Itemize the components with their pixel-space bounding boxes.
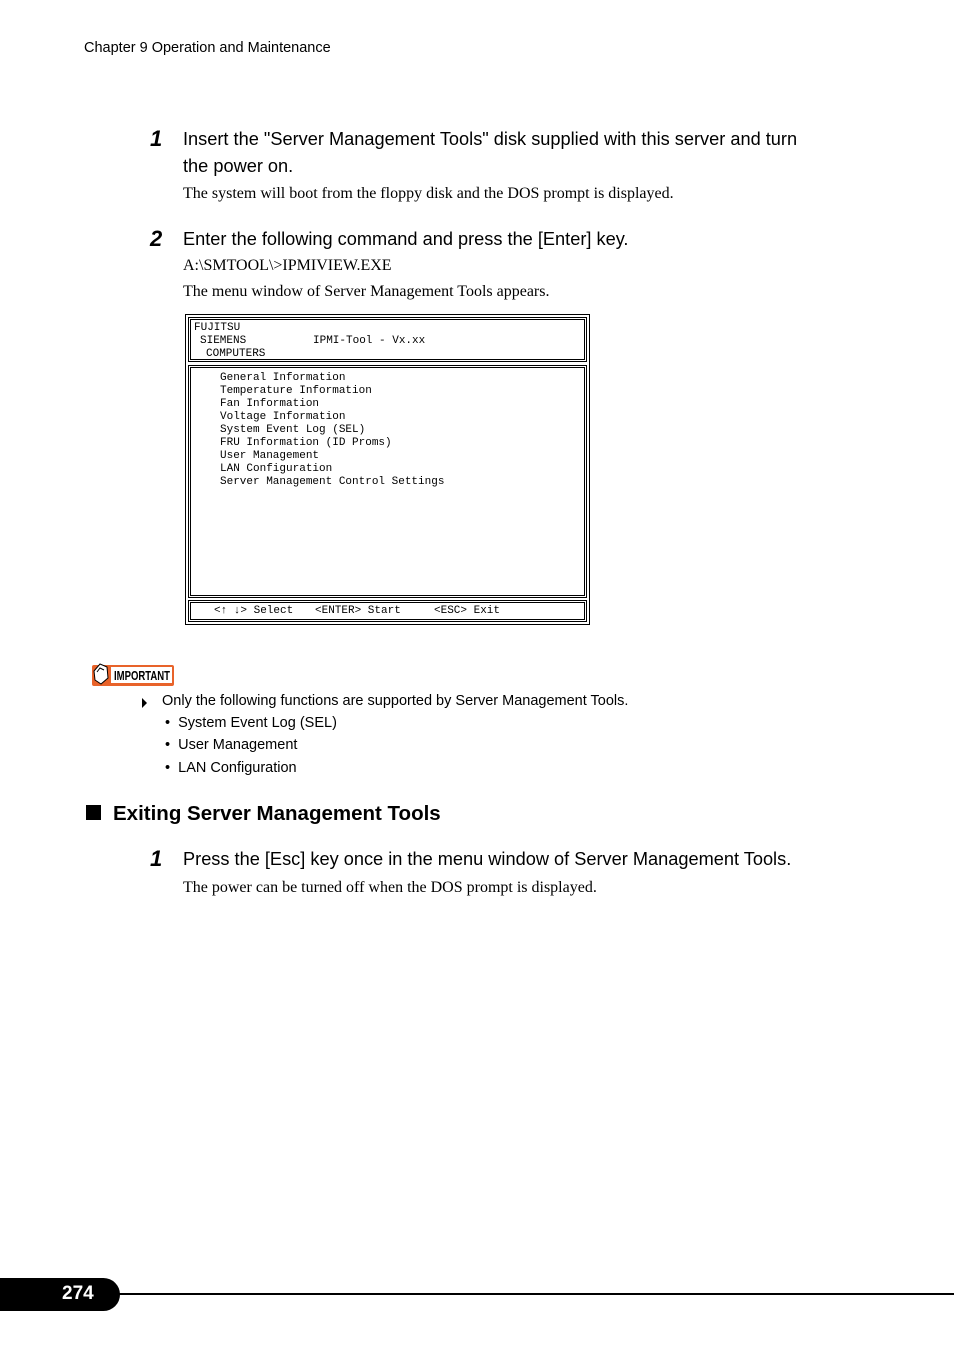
screen-title: IPMI-Tool - Vx.xx — [313, 335, 426, 347]
ipmi-tool-screen — [185, 314, 590, 625]
triangle-bullet-icon — [142, 698, 147, 708]
step-2-note: The menu window of Server Management Tools appears. — [183, 283, 550, 300]
step-1-text-line2: the power on. — [183, 156, 294, 176]
menu-item-temperature-information[interactable]: Temperature Information — [220, 385, 372, 397]
exit-step-text: Press the [Esc] key once in the menu window of Server Management Tools. — [183, 849, 792, 869]
footer-start-hint: <ENTER> Start — [315, 605, 401, 617]
footer-rule — [115, 1293, 954, 1295]
important-badge — [91, 661, 175, 687]
page-number-tab — [0, 1278, 120, 1311]
menu-list — [220, 372, 444, 489]
step-1-note: The system will boot from the floppy disk and the DOS prompt is displayed. — [183, 185, 674, 202]
step-1-number: 1 — [150, 126, 163, 151]
step-2-text: Enter the following command and press the [Enter] key. — [183, 229, 629, 249]
menu-item-voltage-information[interactable]: Voltage Information — [220, 411, 346, 423]
screen-menu-panel — [188, 365, 587, 598]
menu-item-user-management[interactable]: User Management — [220, 450, 320, 462]
menu-item-general-information[interactable]: General Information — [220, 372, 346, 384]
important-badge-graphic — [91, 661, 175, 687]
important-item-2: • User Management — [165, 737, 298, 753]
exit-step-number: 1 — [150, 846, 163, 871]
section-heading — [86, 802, 441, 826]
screen-header-panel — [188, 317, 587, 362]
important-lead: Only the following functions are supported by Server Management Tools. — [162, 693, 629, 709]
important-item-3: • LAN Configuration — [165, 760, 297, 776]
square-bullet-icon — [86, 805, 101, 820]
menu-item-server-management-control-settings[interactable]: Server Management Control Settings — [220, 476, 445, 488]
page-number: 274 — [62, 1283, 94, 1304]
step-2-number: 2 — [150, 226, 163, 251]
running-header: Chapter 9 Operation and Maintenance — [84, 40, 331, 56]
screen-footer-panel — [188, 600, 587, 622]
important-badge-text: IMPORTANT — [114, 668, 171, 683]
menu-item-system-event-log[interactable]: System Event Log (SEL) — [220, 424, 366, 436]
menu-item-fru-information[interactable]: FRU Information (ID Proms) — [220, 437, 392, 449]
important-item-2-label: User Management — [178, 737, 298, 753]
brand-fujitsu: FUJITSU — [194, 322, 241, 334]
menu-item-fan-information[interactable]: Fan Information — [220, 398, 320, 410]
brand-computers: COMPUTERS — [206, 348, 266, 360]
important-item-1: • System Event Log (SEL) — [165, 715, 337, 731]
brand-siemens: SIEMENS — [200, 335, 247, 347]
step-1-text-line1: Insert the "Server Management Tools" disk supplied with this server and turn — [183, 129, 798, 149]
exit-step-note: The power can be turned off when the DOS prompt is displayed. — [183, 879, 597, 896]
section-title: Exiting Server Management Tools — [113, 802, 441, 825]
footer-select-hint: <↑ ↓> Select — [214, 605, 294, 617]
step-2-command: A:\SMTOOL\>IPMIVIEW.EXE — [183, 257, 392, 274]
footer-exit-hint: <ESC> Exit — [434, 605, 501, 617]
important-item-3-label: LAN Configuration — [178, 760, 297, 776]
important-item-1-label: System Event Log (SEL) — [178, 715, 337, 731]
menu-item-lan-configuration[interactable]: LAN Configuration — [220, 463, 333, 475]
